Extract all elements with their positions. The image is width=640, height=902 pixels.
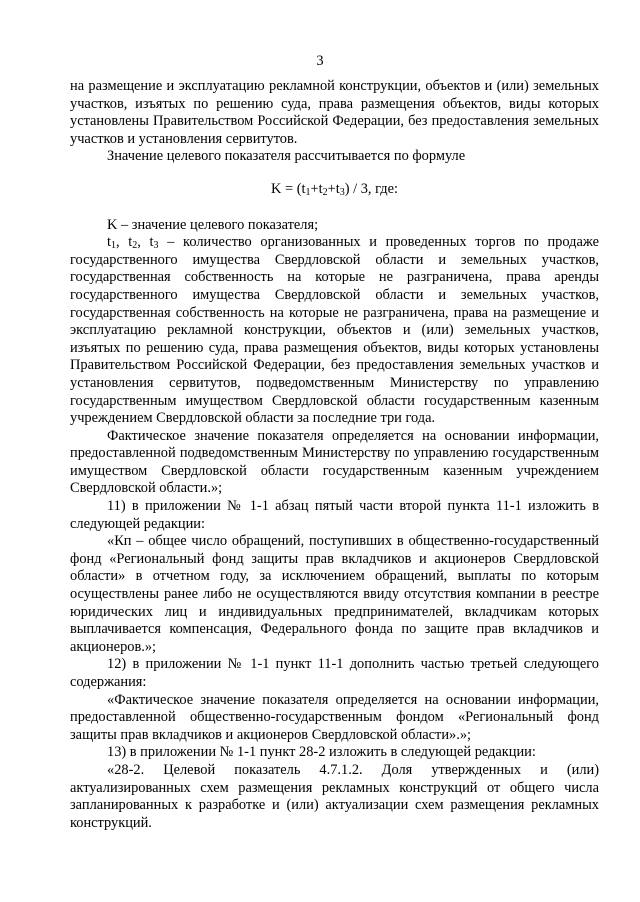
formula-plus-1: +t	[310, 180, 323, 197]
formula-sub-3: 3	[339, 186, 345, 198]
t-sep-1: , t	[116, 234, 133, 251]
paragraph-item-11: 11) в приложении № 1-1 абзац пятый части второй пункта 11-1 изложить в следующей редакции:	[70, 498, 599, 532]
formula-sub-2: 2	[322, 186, 328, 198]
t-definition-text: – количество организованных и проведенных торгов по продаже государственного имущества Свердловской области и земельных участков, государственная собственность на которые не разграничена, права аренды государственного имущества Свердловской области и земельных участков, государственная собственность на которые не разграничена, права на размещение и эксплуатацию рекламной конструкции, объектов и (или) земельных участков, изъятых по решению суда, права размещения объектов, виды которых установлены Правительством Российской Федерации, без предоставления земельных участков и установления сервитутов, подведомственным Министерству по управлению государственным имуществом Свердловской области государственным казенным учреждением Свердловской области за последние три года.	[70, 234, 599, 427]
document-body	[70, 78, 599, 832]
paragraph-continuation: на размещение и эксплуатацию рекламной конструкции, объектов и (или) земельных участков, изъятых по решению суда, права размещения объектов, виды которых установлены Правительством Российской Федерации, без предоставления земельных участков и установления сервитутов.	[70, 78, 599, 147]
paragraph-item-13: 13) в приложении № 1-1 пункт 28-2 изложить в следующей редакции:	[107, 744, 536, 761]
paragraph-t-definition	[70, 234, 599, 428]
page-number: 3	[316, 53, 324, 69]
formula-suffix: ) / 3, где:	[344, 180, 399, 197]
paragraph-item-12: 12) в приложении № 1-1 пункт 11-1 дополнить частью третьей следующего содержания:	[70, 656, 599, 690]
paragraph-indicator-28-2: «28-2. Целевой показатель 4.7.1.2. Доля утвержденных и (или) актуализированных схем размещения рекламных конструкций от общего числа запланированных к разработке и (или) актуализации схем размещения рекламных конструкций.	[70, 761, 599, 831]
t-var-1: t	[107, 234, 111, 251]
paragraph-k-definition: K – значение целевого показателя;	[107, 216, 319, 233]
paragraph-fund-info: «Фактическое значение показателя определяется на основании информации, предоставленной общественно-государственным фондом «Региональный фонд защиты прав вкладчиков и акционеров Свердловской области».»;	[70, 691, 599, 743]
paragraph-formula-intro: Значение целевого показателя рассчитывается по формуле	[107, 148, 466, 165]
formula	[70, 181, 599, 199]
formula-plus-2: +t	[327, 180, 340, 197]
paragraph-actual-value: Фактическое значение показателя определяется на основании информации, предоставленной подведомственным Министерству по управлению государственным имуществом Свердловской области государственным казенным учреждением Свердловской области.»;	[70, 427, 599, 497]
formula-prefix: K = (t	[270, 180, 306, 197]
t-sep-2: , t	[137, 234, 154, 251]
t-sub-2: 2	[132, 240, 138, 252]
formula-sub-1: 1	[305, 186, 311, 198]
paragraph-kp-definition: «Кп – общее число обращений, поступивших в общественно-государственный фонд «Региональный фонд защиты прав вкладчиков и акционеров Свердловской области» в отчетном году, за исключением обращений, выплаты по которым осуществлены ранее либо не осуществляются ввиду отсутствия компании в реестре юридических лиц и индивидуальных предпринимателей, вкладчикам которых выплачивается компенсация, Федерального фонда по защите прав вкладчиков и акционеров.»;	[70, 533, 599, 655]
t-sub-1: 1	[111, 240, 116, 252]
t-sub-3: 3	[153, 240, 159, 252]
